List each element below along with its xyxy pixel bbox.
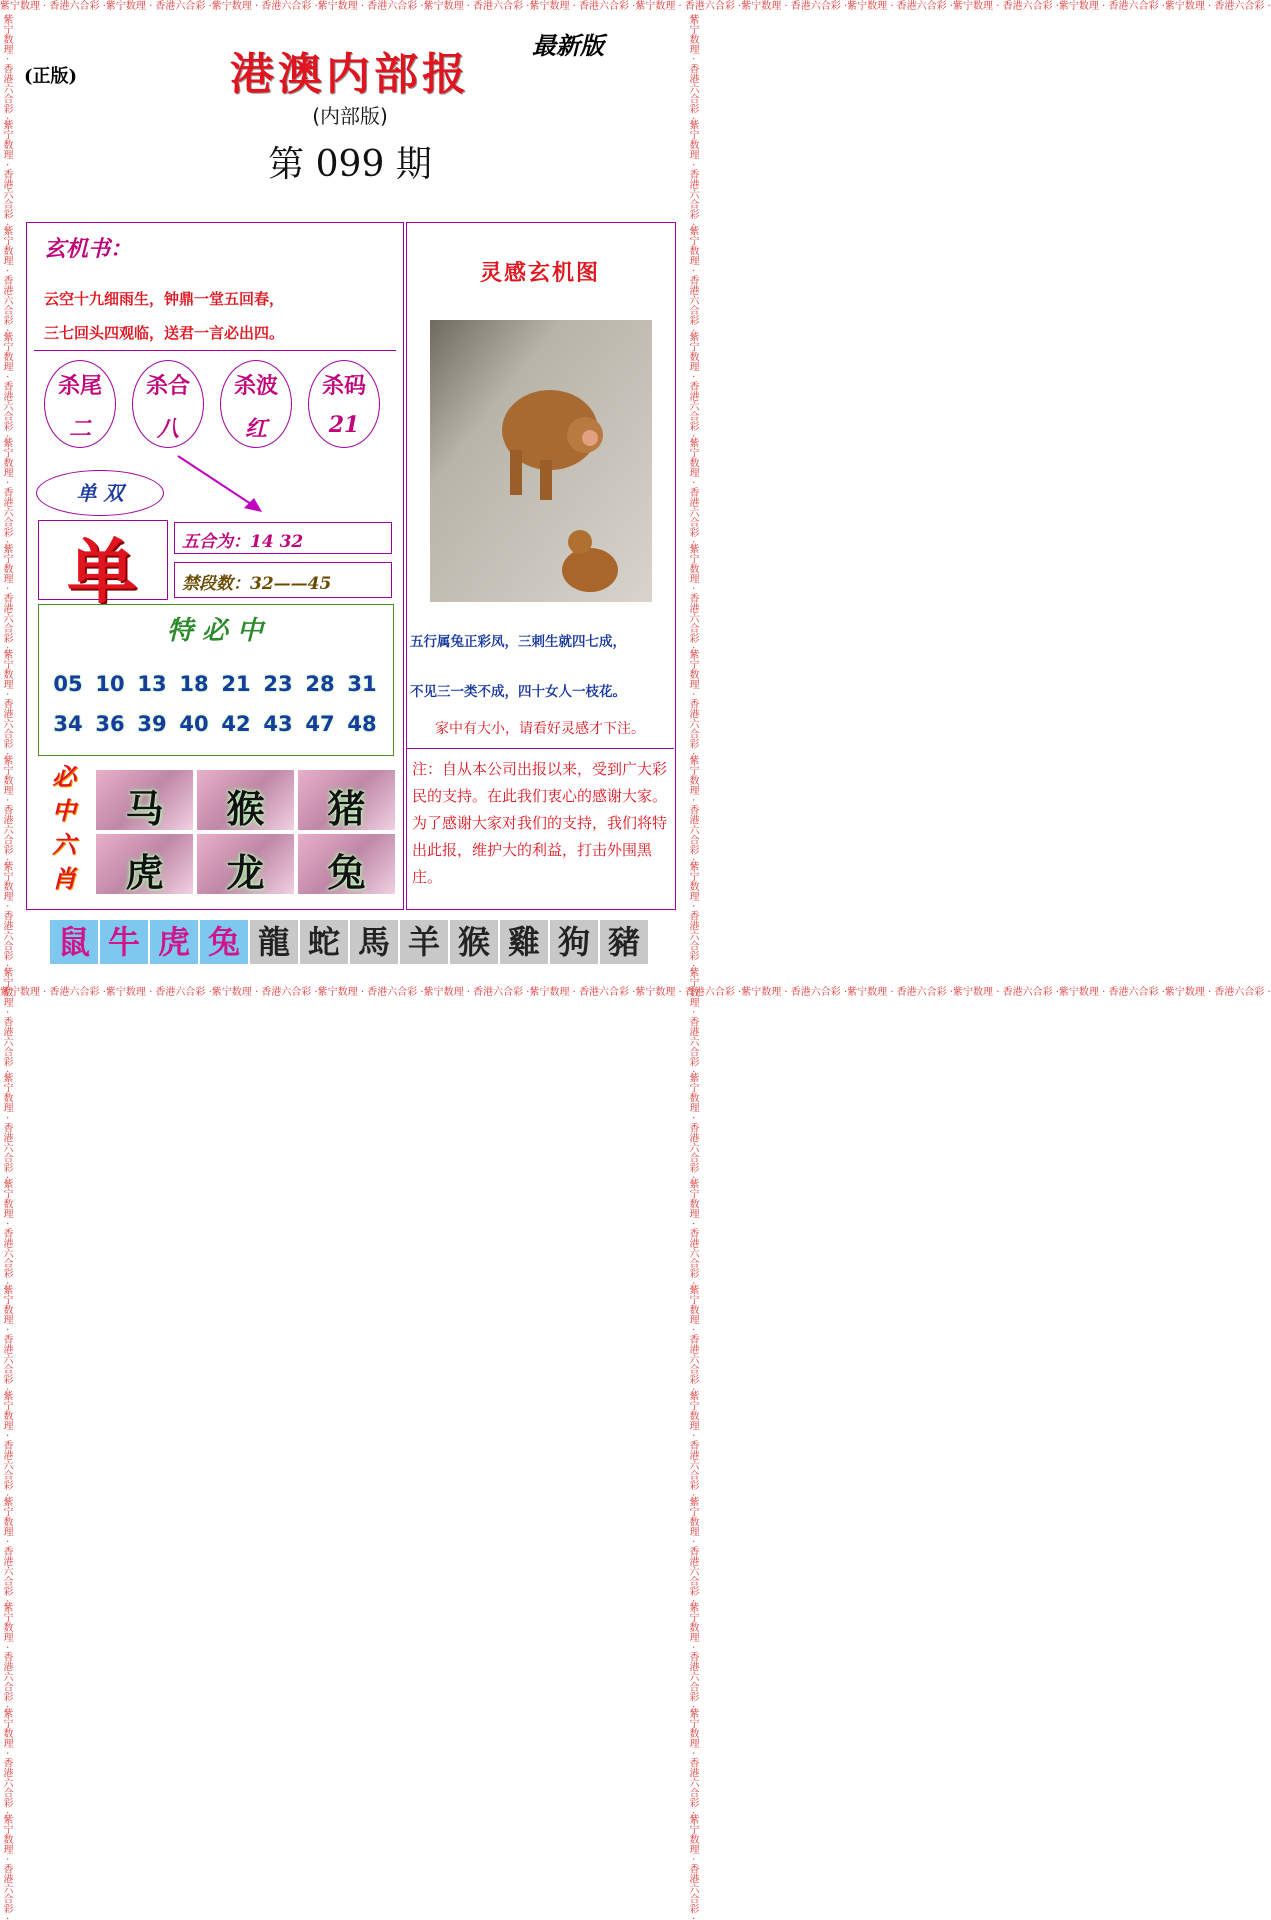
page-title: 港澳内部报: [230, 49, 470, 100]
issue-number: [0, 136, 700, 187]
special-number: 10: [95, 672, 125, 696]
monkey-photo: [430, 320, 652, 602]
must-win-animal: 虎: [125, 850, 164, 895]
range: [182, 569, 331, 594]
special-number: 42: [221, 712, 251, 736]
pick-label: 杀波: [233, 373, 278, 399]
border-right: 紫宁数理 · 香港六合彩 ·紫宁数理 · 香港六合彩 ·紫宁数理 · 香港六合彩 ·紫宁数理 · 香港六合彩 ·紫宁数理 · 香港六合彩 ·紫宁数理 · 香港六合彩 ·紫宁数理 · 香港六合彩 ·紫宁数理 · 香港六合彩 ·紫宁数理 · 香港六合彩 ·紫宁数理 · 香港六合彩 ·紫宁数理 · 香港六合彩 ·紫宁数理 · 香港六合彩 ·紫宁数理 · 香港六合彩 ·紫宁数理 · 香港六合彩 ·紫宁数理 · 香港六合彩 ·紫宁数理 · 香港六合彩 ·紫宁数理 · 香港六合彩 ·紫宁数理 · 香港六合彩 ·: [687, 14, 698, 1920]
odd-even-label: 单 双: [36, 470, 164, 516]
must-win-animal: 猴: [226, 786, 265, 831]
zodiac-tile: 牛: [100, 920, 148, 964]
riddle-label: 玄机书：: [44, 236, 133, 262]
must-win-vertical-text: 必 中 六 肖: [52, 762, 76, 893]
special-row-2: [38, 712, 392, 736]
pick-tail: [44, 360, 116, 448]
subtitle: (内部版): [312, 104, 388, 128]
edition-tag: (正版): [24, 66, 78, 87]
special-number: 43: [263, 712, 293, 736]
special-number: 36: [95, 712, 125, 736]
divider: [34, 350, 396, 351]
border-bottom: 紫宁数理 · 香港六合彩 ·紫宁数理 · 香港六合彩 ·紫宁数理 · 香港六合彩 ·紫宁数理 · 香港六合彩 ·紫宁数理 · 香港六合彩 ·紫宁数理 · 香港六合彩 ·紫宁数理 · 香港六合彩 ·紫宁数理 · 香港六合彩 ·紫宁数理 · 香港六合彩 ·紫宁数理 · 香港六合彩 ·紫宁数理 · 香港六合彩 ·紫宁数理 · 香港六合彩 ·: [0, 987, 1271, 998]
pick-label: 杀尾: [57, 373, 102, 399]
must-win-cell: [298, 770, 395, 830]
pick-number: [308, 360, 380, 448]
range-label: 禁段数：: [182, 574, 250, 594]
pick-value: 二: [68, 416, 91, 442]
zodiac-tile: 羊: [400, 920, 448, 964]
border-top: 紫宁数理 · 香港六合彩 ·紫宁数理 · 香港六合彩 ·紫宁数理 · 香港六合彩 ·紫宁数理 · 香港六合彩 ·紫宁数理 · 香港六合彩 ·紫宁数理 · 香港六合彩 ·紫宁数理 · 香港六合彩 ·紫宁数理 · 香港六合彩 ·紫宁数理 · 香港六合彩 ·紫宁数理 · 香港六合彩 ·紫宁数理 · 香港六合彩 ·紫宁数理 · 香港六合彩 ·: [0, 1, 1271, 12]
must-win-animal: 龙: [226, 850, 265, 895]
special-number: 34: [53, 712, 83, 736]
zodiac-tile: 狗: [550, 920, 598, 964]
border-left: 紫宁数理 · 香港六合彩 ·紫宁数理 · 香港六合彩 ·紫宁数理 · 香港六合彩 ·紫宁数理 · 香港六合彩 ·紫宁数理 · 香港六合彩 ·紫宁数理 · 香港六合彩 ·紫宁数理 · 香港六合彩 ·紫宁数理 · 香港六合彩 ·紫宁数理 · 香港六合彩 ·紫宁数理 · 香港六合彩 ·紫宁数理 · 香港六合彩 ·紫宁数理 · 香港六合彩 ·紫宁数理 · 香港六合彩 ·紫宁数理 · 香港六合彩 ·紫宁数理 · 香港六合彩 ·紫宁数理 · 香港六合彩 ·紫宁数理 · 香港六合彩 ·紫宁数理 · 香港六合彩 ·: [1, 14, 12, 1920]
inspiration-poem-1: 五行属兔正彩凤，三刺生就四七成，: [410, 634, 626, 650]
must-win-animal: 猪: [327, 786, 366, 831]
special-number: 47: [305, 712, 335, 736]
notice-text: 注：自从本公司出报以来，受到广大彩民的支持。在此我们衷心的感谢大家。为了感谢大家对我们的支持，我们将特出此报，维护大的利益，打击外围黑庄。: [412, 760, 668, 886]
zodiac-tile: 馬: [350, 920, 398, 964]
inspiration-title: 灵感玄机图: [479, 260, 600, 286]
riddle-line-1: 云空十九细雨生，钟鼎一堂五回春，: [44, 290, 285, 308]
odd-even-big: 单: [67, 530, 137, 613]
zodiac-tile: 蛇: [300, 920, 348, 964]
zodiac-tile: 鼠: [50, 920, 98, 964]
wuhe: [182, 527, 303, 552]
must-win-cell: [197, 770, 294, 830]
pick-label: 杀码: [321, 373, 366, 399]
special-number: 18: [179, 672, 209, 696]
special-number: 48: [347, 712, 377, 736]
range-value: 32——45: [250, 574, 332, 594]
must-win-label: [44, 760, 84, 896]
issue-suffix: 期: [395, 144, 432, 185]
pick-wave: [220, 360, 292, 448]
special-number: 31: [347, 672, 377, 696]
inspiration-poem-2: 不见三一类不成，四十女人一枝花。: [410, 684, 626, 700]
zodiac-tile: 雞: [500, 920, 548, 964]
inspiration-hint: 家中有大小，请看好灵感才下注。: [435, 721, 645, 737]
riddle-line-2: 三七回头四观临，送君一言必出四。: [44, 324, 285, 342]
special-row-1: [38, 672, 392, 696]
zodiac-tile: 龍: [250, 920, 298, 964]
must-win-cell: [197, 834, 294, 894]
special-number: 40: [179, 712, 209, 736]
pick-value: 红: [244, 416, 267, 442]
issue-value: 099: [315, 144, 385, 185]
must-win-animal: 马: [125, 786, 164, 831]
wuhe-label: 五合为：: [182, 532, 250, 552]
special-title: 特 必 中: [166, 616, 264, 646]
wuhe-value: 14 32: [250, 532, 304, 552]
pick-value: 21: [328, 412, 360, 438]
arrow-icon: [170, 450, 270, 520]
special-number: 28: [305, 672, 335, 696]
zodiac-tile: 虎: [150, 920, 198, 964]
issue-prefix: 第: [268, 144, 305, 185]
divider: [406, 748, 674, 749]
zodiac-tile: 兔: [200, 920, 248, 964]
must-win-cell: [96, 770, 193, 830]
zodiac-tile: 猴: [450, 920, 498, 964]
special-number: 39: [137, 712, 167, 736]
special-number: 23: [263, 672, 293, 696]
zodiac-tile: 豬: [600, 920, 648, 964]
special-number: 21: [221, 672, 251, 696]
pick-value: 八: [156, 416, 179, 442]
must-win-animal: 兔: [327, 850, 366, 895]
special-number: 13: [137, 672, 167, 696]
must-win-cell: [298, 834, 395, 894]
must-win-cell: [96, 834, 193, 894]
special-number: 05: [53, 672, 83, 696]
latest-tag: 最新版: [532, 31, 604, 60]
pick-combo: [132, 360, 204, 448]
pick-label: 杀合: [145, 373, 190, 399]
